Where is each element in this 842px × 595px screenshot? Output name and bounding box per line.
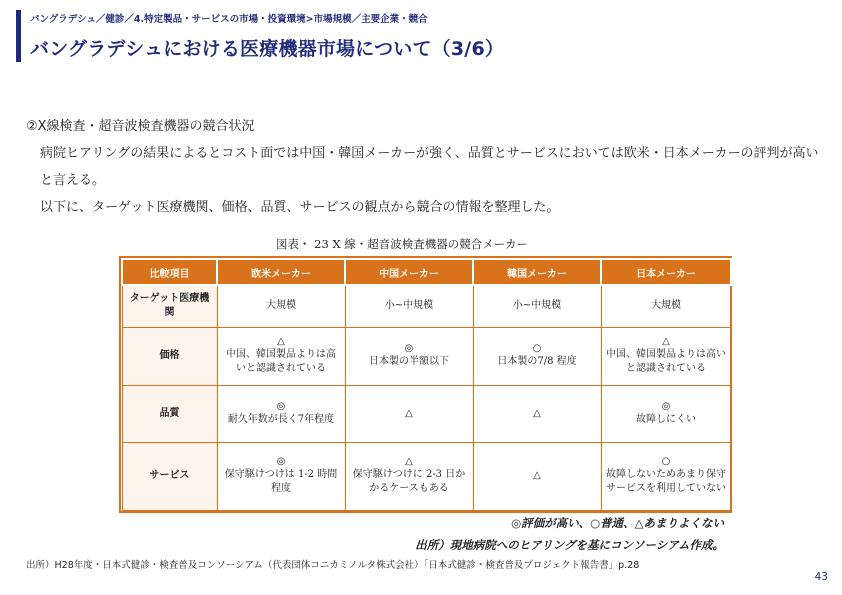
table-cell [217,386,345,442]
table-cell [345,442,473,510]
table-cell [345,285,473,327]
column-header: 日本メーカー [601,259,731,285]
row-label: ターゲット医療機関 [122,285,217,327]
table-cell [601,327,731,385]
table-row [122,285,731,327]
row-label: 品質 [122,386,217,442]
table-cell [217,442,345,510]
rating-mark: ○ [532,343,542,355]
cell-text: 保守駆けつけは 1-2 時間程度 [224,469,338,495]
rating-mark: △ [533,407,541,419]
paragraph-1: 病院ヒアリングの結果によるとコスト面では中国・韓国メーカーが強く、品質とサービスにおいては欧米・日本メーカーの評判が高いと言える。 [40,146,819,188]
title-accent-bar [16,10,21,62]
table-row [122,327,731,385]
figure-source-note: 出所）現地病院へのヒアリングを基にコンソーシアム作成。 [415,538,724,552]
cell-text: 故障しにくい [636,413,696,425]
cell-text: 中国、韓国製品よりは高いと認識されている [226,349,336,375]
cell-text: 小~中規模 [512,300,562,312]
table-cell [601,442,731,510]
column-header: 韓国メーカー [473,259,601,285]
table-cell [473,285,601,327]
table-header-row [122,259,731,285]
cell-text: 保守駆けつけに 2-3 日かかるケースもある [352,469,466,495]
breadcrumb: バングラデシュ／健診／4.特定製品・サービスの市場・投資環境>市場規模／主要企業・競合 [30,14,428,25]
table-cell [473,386,601,442]
rating-mark: △ [662,336,670,348]
rating-mark: ◎ [661,400,671,412]
cell-text: 耐久年数が長く7年程度 [227,413,335,425]
cell-text: 大規模 [266,300,296,312]
section-heading: ②X線検査・超音波検査機器の競合状況 [26,119,255,134]
column-header: 欧米メーカー [217,259,345,285]
column-header: 中国メーカー [345,259,473,285]
rating-mark: △ [405,456,413,468]
row-label: サービス [122,442,217,510]
table-cell [217,285,345,327]
table-cell [473,327,601,385]
table-cell [345,327,473,385]
cell-text: 中国、韓国製品よりは高いと認識されている [606,349,726,375]
figure-title: 図表・ 23 X 線・超音波検査機器の競合メーカー [276,237,529,251]
table-row [122,442,731,510]
table-cell [473,442,601,510]
cell-text: 日本製の7/8 程度 [497,356,577,368]
source-footnote: 出所）H28年度・日本式健診・検査普及コンソーシアム（代表団体コニカミノルタ株式会社）「日本式健診・検査普及プロジェクト報告書」p.28 [26,560,640,571]
page-title: バングラデシュにおける医療機器市場について（3/6） [30,38,505,60]
rating-mark: ◎ [276,456,286,468]
table-cell [601,386,731,442]
cell-text: 大規模 [651,300,681,312]
cell-text: 小~中規模 [384,300,434,312]
rating-mark: ○ [661,456,671,468]
table-cell [601,285,731,327]
paragraph-2: 以下に、ターゲット医療機関、価格、品質、サービスの観点から競合の情報を整理した。 [40,200,560,215]
rating-mark: △ [405,407,413,419]
rating-mark: △ [533,470,541,482]
column-header: 比較項目 [122,259,217,285]
table-cell [345,386,473,442]
table-cell [217,327,345,385]
body-text [26,113,826,221]
table-row [122,386,731,442]
competitor-table [121,258,732,511]
rating-mark: ◎ [276,400,286,412]
cell-text: 日本製の半額以下 [369,356,449,368]
row-label: 価格 [122,327,217,385]
rating-mark: ◎ [404,343,414,355]
rating-legend: ◎評価が高い、○普通、△あまりよくない [511,516,724,530]
cell-text: 故障しないためあまり保守サービスを利用していない [606,469,726,495]
page-number: 43 [814,571,828,583]
rating-mark: △ [277,336,285,348]
